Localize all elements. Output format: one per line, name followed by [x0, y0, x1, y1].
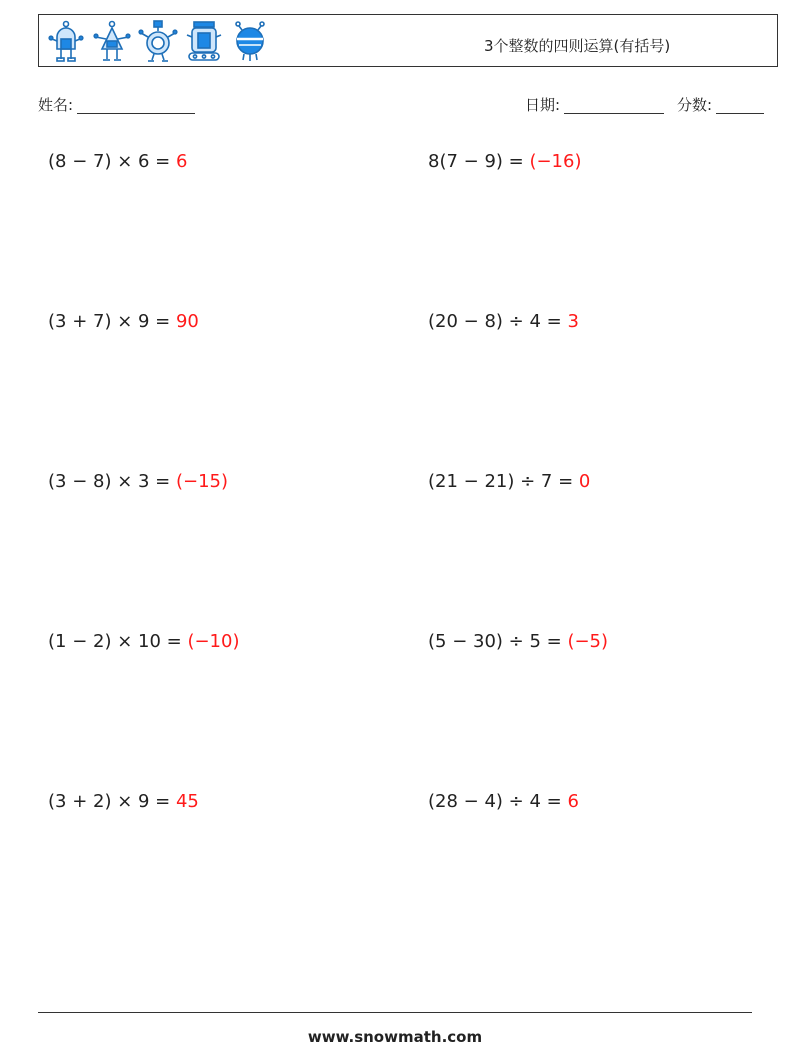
robot-icon: [46, 19, 86, 65]
footer-divider: [38, 1012, 752, 1013]
problem-question: (28 − 4) ÷ 4 =: [428, 791, 568, 812]
problem-answer: 6: [175, 151, 188, 172]
problem-question: (3 + 7) × 9 =: [48, 311, 176, 332]
score-label: 分数:: [677, 96, 713, 114]
score-field: [677, 94, 764, 115]
problem-question: (5 − 30) ÷ 5 =: [428, 631, 568, 652]
problem-question: 8(7 − 9) =: [428, 151, 530, 172]
worksheet-header: [38, 14, 778, 67]
date-field: [525, 94, 664, 115]
problem-answer: 6: [567, 791, 579, 812]
problem-answer: (−16): [529, 151, 582, 172]
name-label: 姓名:: [38, 96, 74, 114]
robot-icon: [184, 19, 224, 65]
problem-2: [428, 151, 581, 172]
robot-icon: [138, 19, 178, 65]
name-blank[interactable]: [77, 99, 195, 114]
problem-7: [48, 631, 239, 652]
problem-question: (20 − 8) ÷ 4 =: [428, 311, 568, 332]
worksheet-title: 3个整数的四则运算(有括号): [484, 37, 671, 55]
problem-answer: 90: [175, 311, 199, 332]
robot-icon: [92, 19, 132, 65]
problem-answer: (−15): [175, 471, 229, 492]
robot-icon: [230, 19, 270, 65]
problem-question: (1 − 2) × 10 =: [48, 631, 188, 652]
problem-question: (8 − 7) × 6 =: [48, 151, 176, 172]
problem-10: [428, 791, 579, 812]
problem-8: [428, 631, 608, 652]
problem-1: [48, 151, 187, 172]
problem-answer: 3: [567, 311, 579, 332]
problem-4: [428, 311, 579, 332]
problem-question: (3 + 2) × 9 =: [48, 791, 176, 812]
name-field: [38, 94, 195, 115]
problem-question: (3 − 8) × 3 =: [48, 471, 176, 492]
problem-6: [428, 471, 590, 492]
problem-5: [48, 471, 228, 492]
problem-answer: 45: [175, 791, 199, 812]
robot-icons: [46, 19, 270, 65]
date-blank[interactable]: [564, 99, 664, 114]
problem-answer: (−5): [567, 631, 609, 652]
problem-9: [48, 791, 199, 812]
problem-3: [48, 311, 199, 332]
date-label: 日期:: [525, 96, 561, 114]
problem-answer: 0: [578, 471, 591, 492]
problem-answer: (−10): [187, 631, 240, 652]
footer-website[interactable]: www.snowmath.com: [307, 1028, 483, 1046]
problem-question: (21 − 21) ÷ 7 =: [428, 471, 579, 492]
score-blank[interactable]: [716, 99, 764, 114]
